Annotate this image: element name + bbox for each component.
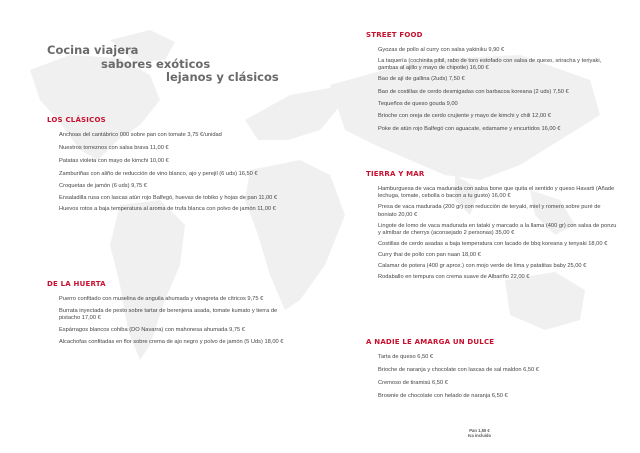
section-postres bbox=[366, 338, 618, 400]
menu-item: Curry thai de pollo con pan naan 18,00 € bbox=[378, 251, 481, 258]
menu-item: Rodaballo en tempura con crema suave de Albariño 22,00 € bbox=[378, 273, 530, 280]
postres-list bbox=[366, 354, 618, 400]
title-line-1: Cocina viajera bbox=[47, 43, 139, 57]
menu-item: Hamburguesa de vaca madurada con salsa bone que quita el sentido y queso Havarti (Añade lechuga, tomate, cebolla o bacon a tu gusto) 16,00 € bbox=[378, 186, 615, 200]
tierra-y-mar-list bbox=[366, 186, 618, 281]
menu-item: Ensaladilla rusa con lascas atún rojo Balfegó, huevas de tobiko y hojas de pan 11,00 € bbox=[59, 194, 278, 201]
vat-note: Iva incluido bbox=[468, 433, 492, 438]
menu-item: Burrata inyectada de pesto sobre tartar de berenjena asada, tomate kumato y tierra de pistacho 17,00 € bbox=[59, 307, 278, 322]
section-street-food bbox=[366, 31, 618, 133]
menu-item: La taquería (cochinita pibil, rabo de toro estofado con salsa de queso, sriracha y teriyaki, gambas al ajillo y mayo de chipotle) 16,00 € bbox=[378, 57, 602, 72]
menu-item: Zamburiñas con aliño de reducción de vino blanco, ajo y perejil (6 uds) 16,50 € bbox=[59, 170, 258, 177]
section-tierra-y-mar bbox=[366, 170, 618, 281]
menu-item: Alcachofas confitadas en flor sobre crema de ajo negro y polvo de jamón (5 Uds) 18,00 € bbox=[59, 339, 284, 346]
menu-item: Brownie de chocolate con helado de naranja 6,50 € bbox=[378, 392, 508, 399]
menu-item: Nuestros torreznos con salsa brava 11,00 € bbox=[59, 144, 169, 151]
menu-item: Tarta de queso 6,50 € bbox=[378, 354, 434, 360]
section-heading-tierra-y-mar: TIERRA Y MAR bbox=[366, 170, 425, 178]
price-footnote bbox=[468, 428, 491, 438]
menu-item: Lingote de lomo de vaca madurada en tataki y marcado a la llama (400 gr) con salsa de ponzu y almíbar de cherrys (aconsejado 2 personas) 35,00 € bbox=[378, 222, 617, 237]
menu-item: Presa de vaca madurada (200 gr) con reducción de teryaki, miel y romero sobre puré de boniato 20,00 € bbox=[378, 204, 601, 218]
clasicos-list bbox=[47, 132, 292, 214]
section-heading-huerta: DE LA HUERTA bbox=[47, 280, 106, 288]
menu-item: Croquetas de jamón (6 uds) 9,75 € bbox=[59, 182, 147, 189]
section-heading-street-food: STREET FOOD bbox=[366, 31, 423, 39]
section-heading-clasicos: LOS CLÁSICOS bbox=[47, 116, 106, 124]
menu-item: Anchoas del cantábrico 000 sobre pan con tomate 3,75 €/unidad bbox=[59, 132, 222, 138]
section-de-la-huerta bbox=[47, 280, 292, 347]
menu-item: Brioche de naranja y chocolate con lascas de sal maldon 6,50 € bbox=[378, 366, 539, 373]
menu-item: Tequeños de queso gouda 9,00 bbox=[378, 101, 458, 108]
menu-item: Bao de costillas de cerdo desmigadas con barbacoa koreana (2 uds) 7,50 € bbox=[378, 88, 569, 95]
bread-price: Pan 1,50 € bbox=[469, 428, 490, 433]
street-food-list bbox=[366, 47, 618, 133]
section-heading-postres: A NADIE LE AMARGA UN DULCE bbox=[366, 338, 495, 346]
menu-item: Brioche con oreja de cerdo crujiente y mayo de kimchi y chili 12,00 € bbox=[378, 113, 551, 120]
menu-item: Poke de atún rojo Balfegó con aguacate, edamame y encurtidos 16,00 € bbox=[378, 125, 561, 132]
title-line-2: sabores exóticos bbox=[101, 56, 211, 71]
section-los-clasicos bbox=[47, 116, 292, 214]
menu-title bbox=[47, 44, 279, 85]
huerta-list bbox=[47, 296, 292, 347]
menu-item: Bao de ají de gallina (2uds) 7,50 € bbox=[378, 76, 465, 83]
menu-item: Cremoso de tiramisú 6,50 € bbox=[378, 379, 448, 386]
menu-item: Costillas de cerdo asadas a baja temperatura con lacado de bbq koreana y tenyaki 18,00 € bbox=[378, 240, 608, 247]
menu-item: Espárragos blancos cohiba (DO Navarra) con mahonesa ahumada 9,75 € bbox=[59, 327, 245, 334]
menu-item: Puerro confitado con muselina de anguila ahumada y vinagreta de cítricos 9,75 € bbox=[59, 296, 264, 302]
menu-item: Patatas violeta con mayo de kimchi 10,00 € bbox=[59, 157, 169, 164]
menu-item: Huevos rotos a baja temperatura al aroma de trufa blanca con polvo de jamón 11,00 € bbox=[59, 206, 276, 213]
menu-item: Gyozas de pollo al curry con salsa yakiniku 9,90 € bbox=[378, 47, 505, 53]
title-line-3: lejanos y clásicos bbox=[166, 70, 279, 84]
menu-item: Calamar de potera (400 gr aprox.) con mojo verde de lima y patatitas baby 25,00 € bbox=[378, 262, 587, 269]
